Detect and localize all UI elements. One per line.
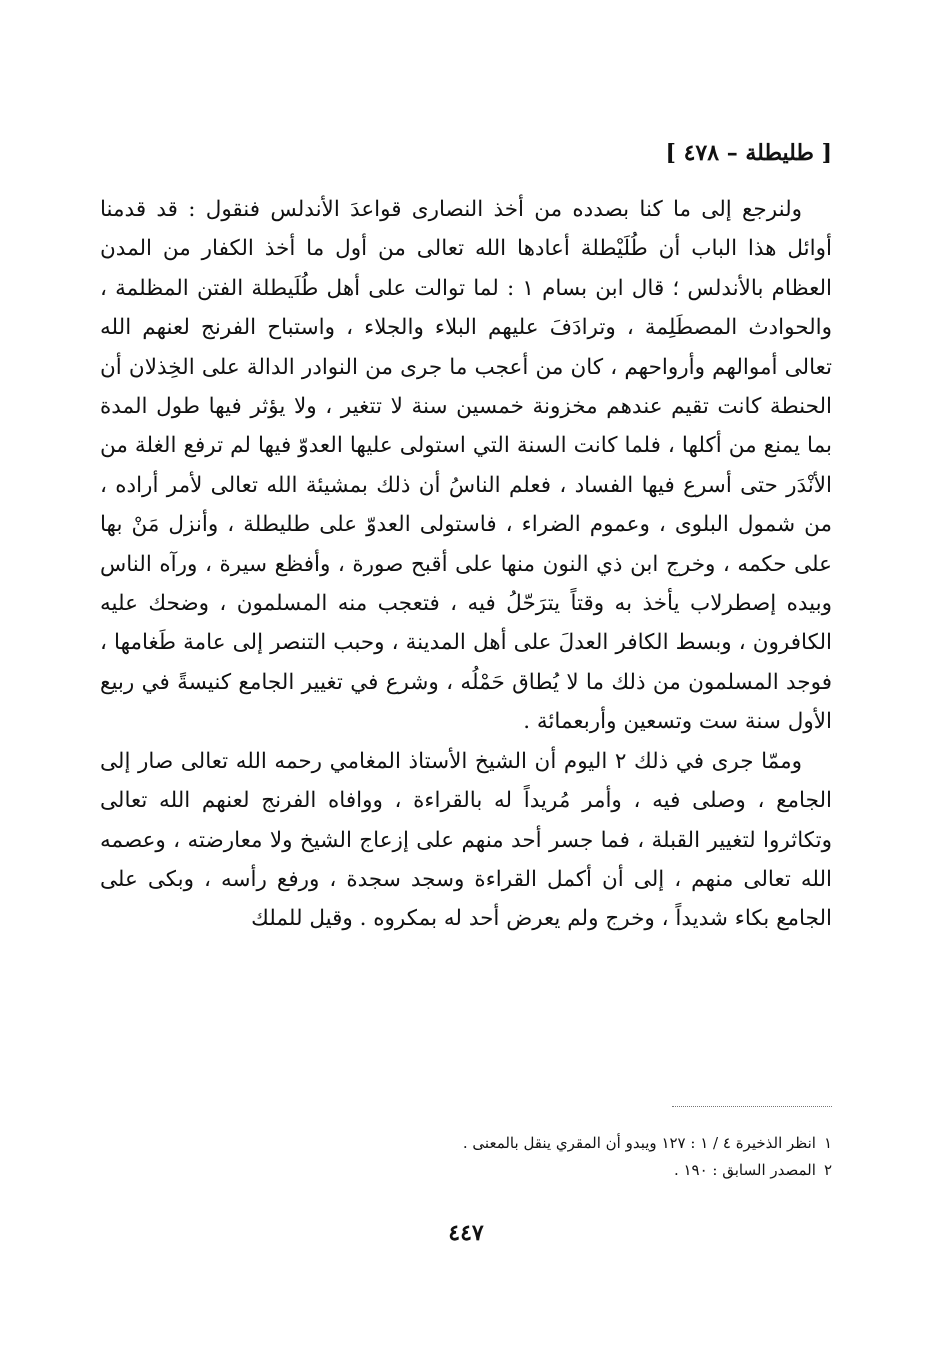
footnote-number: ١ [823, 1134, 832, 1152]
footnote-number: ٢ [823, 1161, 832, 1179]
footnotes [100, 1130, 832, 1184]
running-header: [ طليطلة – ٤٧٨ ] [665, 140, 832, 166]
footnote-separator [672, 1106, 832, 1107]
paragraph: وممّا جرى في ذلك ٢ اليوم أن الشيخ الأستاذ المغامي رحمه الله تعالى صار إلى الجامع ، وصلى فيه ، وأمر مُريداً له بالقراءة ، ووافاه الفرنج لعنهم الله تعالى وتكاثروا لتغيير القبلة ، فما جسر أحد منهم على إزعاج الشيخ ولا معارضته ، وعصمه الله تعالى منهم ، إلى أن أكمل القراءة وسجد سجدة ، ورفع رأسه ، وبكى على الجامع بكاء شديداً ، وخرج ولم يعرض أحد له بمكروه . وقيل للملك [100, 748, 832, 932]
paragraph: ولنرجع إلى ما كنا بصدده من أخذ النصارى قواعدَ الأندلس فنقول : قد قدمنا أوائل هذا الباب أن طُلَيْطلة أعادها الله تعالى من أول ما أخذ الكفار من المدن العظام بالأندلس ؛ قال ابن بسام ١ : لما توالت على أهل طُلَيطلة الفتن المظلمة ، والحوادث المصطَلِمة ، وترادَفَ عليهم البلاء والجلاء ، واستباح الفرنج لعنهم الله تعالى أموالهم وأرواحهم ، كان من أعجب ما جرى من النوادر الدالة على الخِذلان أن الحنطة كانت تقيم عندهم مخزونة خمسين سنة لا تتغير ، ولا يؤثر فيها طول المدة بما يمنع من أكلها ، فلما كانت السنة التي استولى عليها العدوّ فيها لم ترفع الغلة من الأنْدَر حتى أسرع فيها الفساد ، فعلم الناسُ أن ذلك بمشيئة الله تعالى لأمر أراده ، من شمول البلوى ، وعموم الضراء ، فاستولى العدوّ على طليطلة ، وأنزل مَنْ بها على حكمه ، وخرج ابن ذي النون منها على أقبح صورة ، وأفظع سيرة ، ورآه الناس وبيده إصطرلاب يأخذ به وقتاً يترَحّلُ فيه ، فتعجب منه المسلمون ، وضحك عليه الكافرون ، وبسط الكافر العدلَ على أهل المدينة ، وحبب التنصر إلى عامة طَغامها ، فوجد المسلمون من ذلك ما لا يُطاق حَمْلُه ، وشرع في تغيير الجامع كنيسةً في ربيع الأول سنة ست وتسعين وأربعمائة . [100, 197, 833, 735]
footnote [100, 1130, 832, 1157]
page-number: ٤٤٧ [448, 1220, 484, 1246]
footnote-text: المصدر السابق : ١٩٠ . [673, 1161, 816, 1179]
footnote [100, 1157, 832, 1184]
main-text [100, 190, 832, 939]
footnote-text: انظر الذخيرة ٤ / ١ : ١٢٧ ويبدو أن المقري ينقل بالمعنى . [462, 1134, 816, 1152]
